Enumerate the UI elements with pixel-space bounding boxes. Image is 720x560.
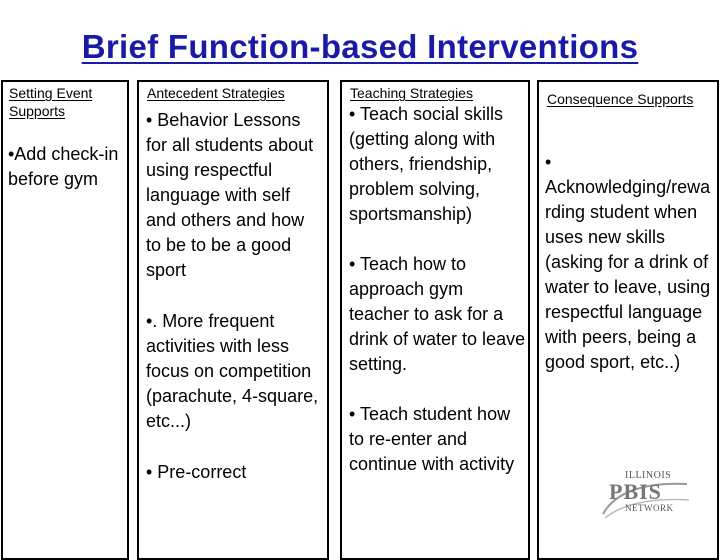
illinois-pbis-logo — [595, 462, 695, 522]
column-heading: Consequence Supports — [547, 91, 694, 107]
list-item: • Behavior Lessons for all students about using respectful language with self and others and how to be to be a good sport — [146, 110, 314, 280]
setting-event-column — [1, 80, 129, 560]
list-item: • Teach social skills (getting along with others, friendship, problem solving, sportsmanship) — [349, 104, 504, 224]
column-heading: Teaching Strategies — [350, 85, 473, 101]
column-heading: Antecedent Strategies — [147, 85, 285, 101]
list-item: • Acknowledging/rewarding student when uses new skills (asking for a drink of water to leave, using respectful language with peers, being a good sport, etc..) — [545, 152, 711, 372]
list-item: • Pre-correct — [146, 462, 247, 482]
column-body — [349, 102, 527, 477]
list-item: •. More frequent activities with less focus on competition (parachute, 4-square, etc...) — [146, 311, 319, 431]
list-item: • Teach how to approach gym teacher to ask for a drink of water to leave setting. — [349, 254, 526, 374]
logo-text: NETWORK — [625, 503, 674, 513]
column-body — [8, 142, 128, 192]
column-body — [146, 108, 324, 485]
logo-text: PBIS — [609, 479, 662, 504]
logo-text: ILLINOIS — [625, 470, 672, 481]
list-item: • Teach student how to re-enter and continue with activity — [349, 404, 515, 474]
page-title: Brief Function-based Interventions — [81, 28, 639, 65]
column-body — [545, 150, 715, 375]
teaching-column — [340, 80, 530, 560]
antecedent-column — [137, 80, 329, 560]
list-item: •Add check-in before gym — [8, 144, 119, 189]
column-heading: Setting Event Supports — [9, 85, 93, 119]
